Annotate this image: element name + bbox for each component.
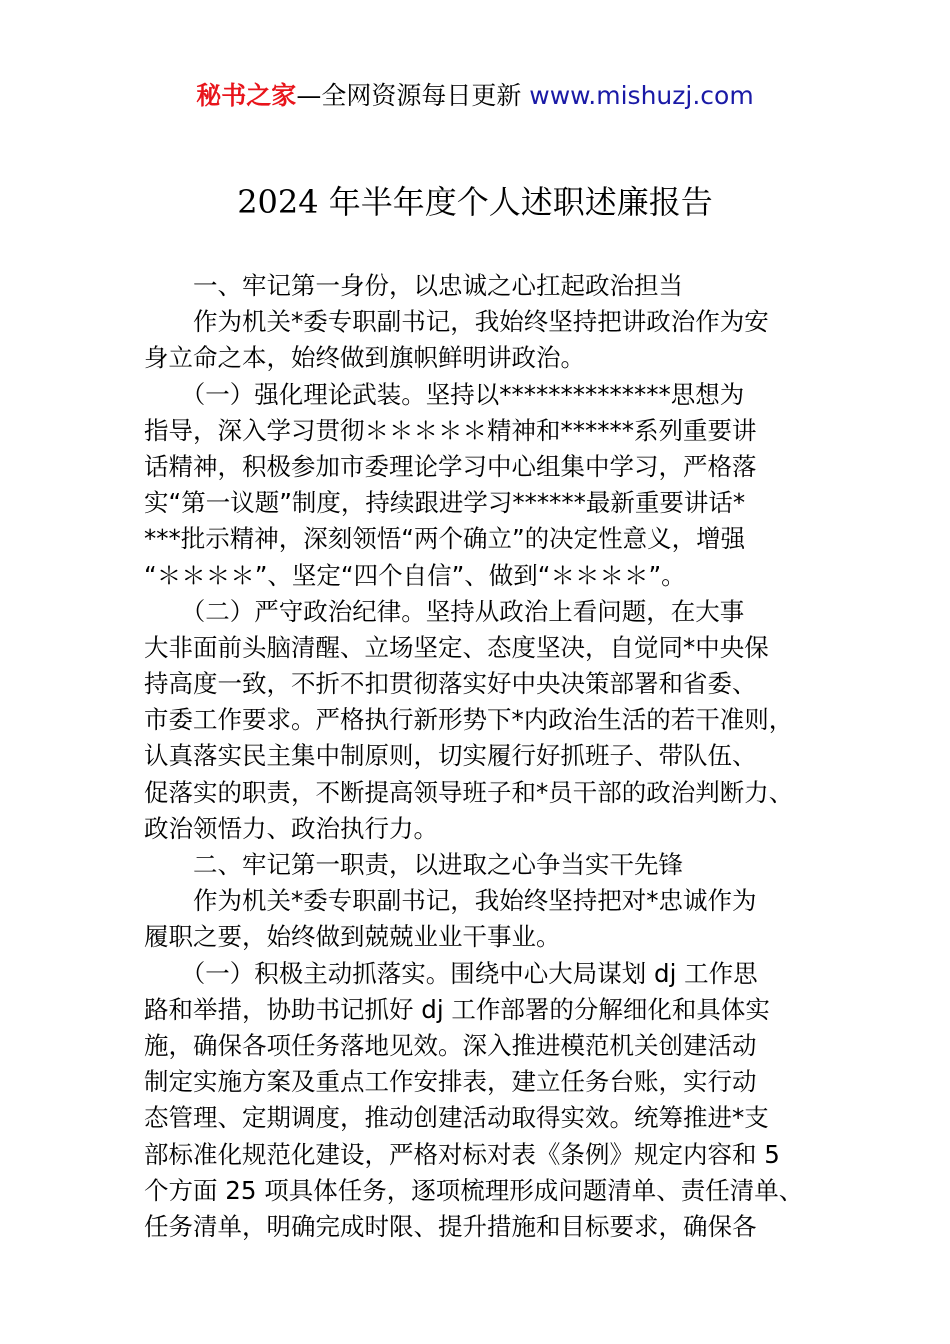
brand-name: 秘书之家 xyxy=(196,81,297,110)
body-line: 身立命之本，始终做到旗帜鲜明讲政治。 xyxy=(144,343,585,373)
document-body xyxy=(144,268,814,1245)
body-line: 制定实施方案及重点工作安排表，建立任务台账，实行动 xyxy=(144,1067,757,1097)
body-line: （一）强化理论武装。坚持以**************思想为 xyxy=(144,379,745,409)
body-line: 话精神，积极参加市委理论学习中心组集中学习，严格落 xyxy=(144,451,757,481)
body-line: 履职之要，始终做到兢兢业业干事业。 xyxy=(144,922,561,952)
body-line: 路和举措，协助书记抓好 dj 工作部署的分解细化和具体实 xyxy=(144,994,770,1024)
body-line: 指导，深入学习贯彻＊＊＊＊＊精神和******系列重要讲 xyxy=(144,415,757,445)
body-line: 政治领悟力、政治执行力。 xyxy=(144,813,438,843)
body-line: 促落实的职责，不断提高领导班子和*员干部的政治判断力、 xyxy=(144,777,794,807)
body-line: 大非面前头脑清醒、立场坚定、态度坚决，自觉同*中央保 xyxy=(144,632,769,662)
body-line: 作为机关*委专职副书记，我始终坚持把对*忠诚作为 xyxy=(144,886,757,916)
body-line: 任务清单，明确完成时限、提升措施和目标要求，确保各 xyxy=(144,1211,757,1241)
body-line: 二、牢记第一职责，以进取之心争当实干先锋 xyxy=(144,850,683,879)
body-line: 施，确保各项任务落地见效。深入推进模范机关创建活动 xyxy=(144,1030,757,1060)
body-line: （二）严守政治纪律。坚持从政治上看问题，在大事 xyxy=(144,596,745,626)
body-line: 作为机关*委专职副书记，我始终坚持把讲政治作为安 xyxy=(144,307,769,337)
body-line: 态管理、定期调度，推动创建活动取得实效。统筹推进*支 xyxy=(144,1103,769,1133)
header-tagline: —全网资源每日更新 xyxy=(296,81,530,110)
body-line: （一）积极主动抓落实。围绕中心大局谋划 dj 工作思 xyxy=(144,958,758,988)
body-line: 个方面 25 项具体任务，逐项梳理形成问题清单、责任清单、 xyxy=(144,1175,804,1205)
body-line: ***批示精神，深刻领悟“两个确立”的决定性意义，增强 xyxy=(144,524,746,554)
site-header xyxy=(0,80,950,112)
body-line: 认真落实民主集中制原则，切实履行好抓班子、带队伍、 xyxy=(144,741,757,771)
body-line: 实“第一议题”制度，持续跟进学习******最新重要讲话* xyxy=(144,488,746,518)
header-url[interactable]: www.mishuzj.com xyxy=(529,81,754,110)
body-line: 市委工作要求。严格执行新形势下*内政治生活的若干准则， xyxy=(144,705,794,735)
document-title: 2024 年半年度个人述职述廉报告 xyxy=(237,183,713,221)
body-line: 一、牢记第一身份，以忠诚之心扛起政治担当 xyxy=(144,271,683,300)
body-line: 持高度一致，不折不扣贯彻落实好中央决策部署和省委、 xyxy=(144,669,757,699)
body-line: “＊＊＊＊”、坚定“四个自信”、做到“＊＊＊＊”。 xyxy=(144,560,686,590)
body-line: 部标准化规范化建设，严格对标对表《条例》规定内容和 5 xyxy=(144,1139,780,1169)
